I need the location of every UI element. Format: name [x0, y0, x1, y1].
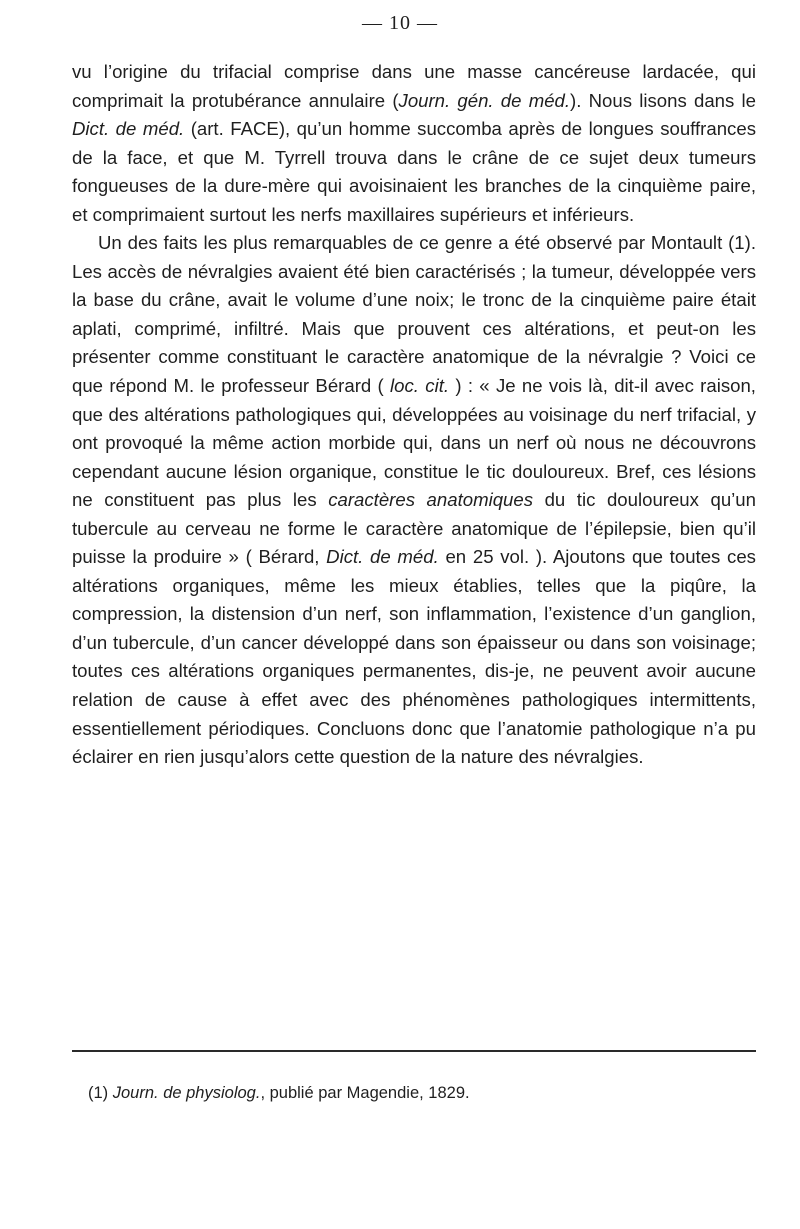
- text-run: Un des faits les plus remarquables de ce genre a été observé par Montault (1). Les accès de névralgies avaient été bien caractérisés ; la tumeur, développée vers la base du crâne, avait le volume d’une noix; le tronc de la cinquième paire était aplati, comprimé, infiltré. Mais que prouvent ces altérations, et peut-on les présenter comme constituant le caractère anatomique de la névralgie ? Voici ce que répond M. le professeur Bérard (: [72, 232, 756, 397]
- text-run: ). Nous lisons dans le: [570, 89, 756, 111]
- text-run: du tic douloureux qu’un tubercule au cerveau ne forme le caractère anatomique de l’épilepsie, bien qu’il puisse la produire » ( Bérard,: [72, 489, 756, 568]
- text-run: (art. FACE), qu’un homme succomba après de longues souffrances de la face, et que M. Tyrrell trouva dans le crâne de ce sujet deux tumeurs fongueuses de la dure-mère qui avoisinaient les branches de la cinquième paire, et comprimaient surtout les nerfs maxillaires supérieurs et inférieurs.: [72, 118, 756, 225]
- text-run: ) : « Je ne vois là, dit-il avec raison, que des altérations pathologiques qui, développées au voisinage du nerf trifacial, y ont provoqué la même action morbide qui, dans un nerf où nous ne découvrons cependant aucune lésion organique, constitue le tic douloureux. Bref, ces lésions ne constituent pas plus les: [72, 375, 756, 511]
- text-run: (1): [88, 1084, 113, 1102]
- page-number: — 10 —: [362, 12, 438, 34]
- italic-text: Journ. de physiolog.: [112, 1084, 261, 1102]
- text-run: , publié par Magendie, 1829.: [260, 1084, 470, 1102]
- body-text: [72, 58, 756, 772]
- italic-text: loc. cit.: [390, 375, 450, 397]
- text-run: en 25 vol. ). Ajoutons que toutes ces altérations organiques, même les mieux établies, telles que la piqûre, la compression, la distension d’un nerf, son inflammation, l’existence d’un ganglion, d’un tubercule, d’un cancer développé dans son épaisseur ou dans son voisinage; toutes ces altérations organiques permanentes, dis-je, ne peuvent avoir aucune relation de cause à effet avec des phénomènes pathologiques intermittents, essentiellement périodiques. Concluons donc que l’anatomie pathologique n’a pu éclairer en rien jusqu’alors cette question de la nature des névralgies.: [72, 546, 756, 768]
- italic-text: caractères anatomiques: [328, 489, 534, 511]
- italic-text: Dict. de méd.: [72, 118, 185, 140]
- footnote: [88, 1082, 748, 1104]
- footnote-rule: [72, 1050, 756, 1052]
- text-run: vu l’origine du trifacial comprise dans une masse cancéreuse lardacée, qui comprimait la protubérance annulaire (: [72, 61, 756, 111]
- paragraph: [72, 58, 756, 229]
- italic-text: Journ. gén. de méd.: [398, 89, 571, 111]
- paragraph: [72, 229, 756, 771]
- italic-text: Dict. de méd.: [326, 546, 439, 568]
